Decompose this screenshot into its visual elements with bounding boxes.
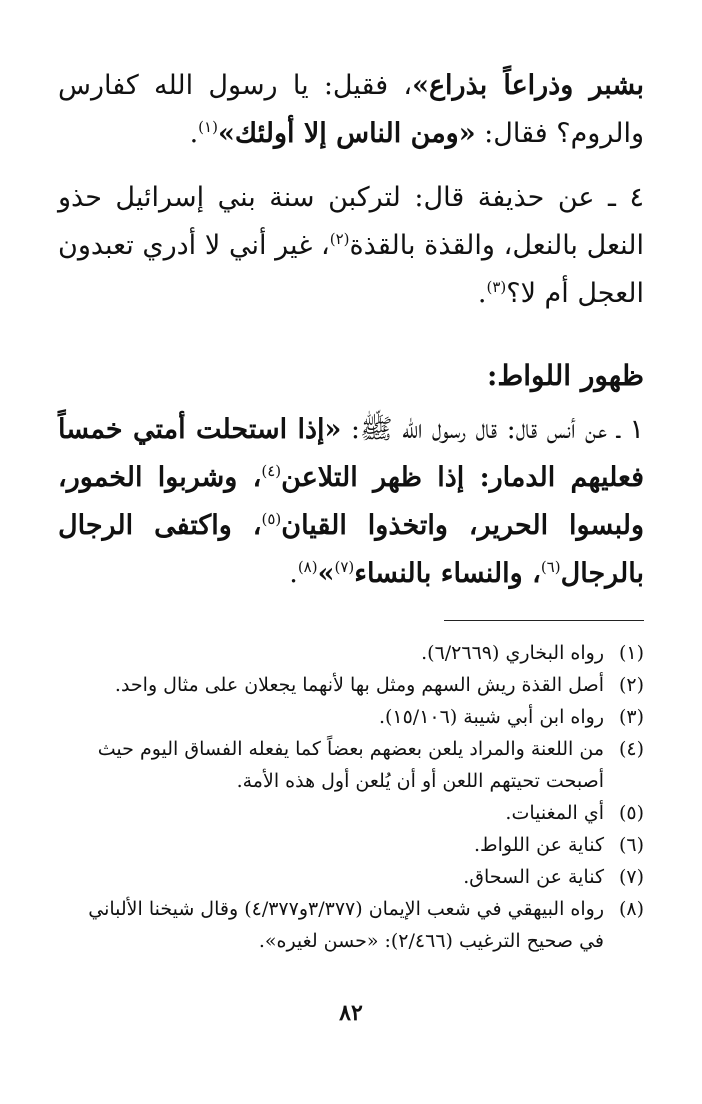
- footnote-item: [58, 701, 644, 733]
- footnote-ref-6[interactable]: (٦): [540, 558, 561, 576]
- footnote-item: [58, 861, 644, 893]
- bold-phrase: بشبر وذراعاً بذراع»: [412, 70, 644, 101]
- paragraph-hadith-continuation: [58, 62, 644, 158]
- punctuation: .: [189, 118, 199, 149]
- footnote-text: رواه البيهقي في شعب الإيمان (٣/٣٧٧و٤/٣٧٧) وقال شيخنا الألباني في صحيح الترغيب (٢/٤٦٦): «حسن لغيره».: [88, 898, 604, 952]
- footnote-number: (٣): [618, 706, 644, 728]
- footnote-ref-5[interactable]: (٥): [261, 510, 282, 528]
- footnote-item: [58, 829, 644, 861]
- footnote-text: كناية عن السحاق.: [463, 866, 604, 888]
- footnote-item: [58, 637, 644, 669]
- footnote-divider: [444, 620, 644, 621]
- footnote-text: أي المغنيات.: [505, 802, 604, 824]
- hadith-quote: «ومن الناس إلا أولئك»: [217, 118, 476, 149]
- footnote-text: أصل القذة ريش السهم ومثل بها لأنهما يجعلان على مثال واحد.: [114, 674, 604, 696]
- punctuation: .: [289, 558, 298, 589]
- hadith-quote: «إذا استحلت أمتي خمساً فعليهم الدمار: إذا ظهر التلاعن: [58, 414, 644, 493]
- hadith-quote: ، وشربوا الخمور، ولبسوا الحرير، واتخذوا القيان: [58, 462, 644, 541]
- footnote-number: (٧): [618, 866, 644, 888]
- body-text: ١ ـ عن أنس قال: قال رسول الله ﷺ:: [341, 414, 645, 445]
- section-title: ظهور اللواط:: [487, 359, 644, 392]
- footnote-ref-2[interactable]: (٢): [329, 230, 350, 248]
- punctuation: .: [477, 278, 487, 309]
- footnote-number: (٤): [618, 738, 644, 760]
- footnote-item: [58, 669, 644, 701]
- footnote-number: (٥): [618, 802, 644, 824]
- hadith-quote: »: [317, 558, 335, 589]
- footnote-item: [58, 797, 644, 829]
- footnote-ref-7[interactable]: (٧): [334, 558, 355, 576]
- spacer: [58, 318, 644, 354]
- hadith-quote: ، والنساء بالنساء: [354, 558, 541, 589]
- footnote-text: رواه ابن أبي شيبة (١٥/١٠٦).: [378, 706, 604, 728]
- paragraph-hudhayfah: [58, 174, 644, 318]
- footnote-text: كناية عن اللواط.: [474, 834, 604, 856]
- footnote-ref-1[interactable]: (١): [198, 118, 218, 136]
- footnote-ref-8[interactable]: (٨): [297, 558, 318, 576]
- footnote-number: (٨): [618, 898, 644, 920]
- footnote-item: [58, 733, 644, 797]
- paragraph-anas: [58, 406, 644, 598]
- footnote-text: من اللعنة والمراد يلعن بعضهم بعضاً كما يفعله الفساق اليوم حيث أصبحت تحيتهم اللعن أو أن يُلعن أول هذه الأمة.: [97, 738, 604, 792]
- body-text: ، غير أني لا أدري تعبدون العجل أم لا؟: [58, 230, 644, 309]
- body-text: ٤ ـ عن حذيفة قال: لتركبن سنة بني إسرائيل حذو النعل بالنعل، والقذة بالقذة: [58, 182, 644, 261]
- hadith-quote: ، واكتفى الرجال بالرجال: [58, 510, 644, 589]
- spacer: [58, 158, 644, 174]
- footnotes-list: [58, 637, 644, 957]
- footnote-ref-3[interactable]: (٣): [486, 278, 507, 296]
- page-number: ٨٢: [339, 1000, 363, 1026]
- footnote-number: (٦): [618, 834, 644, 856]
- footnote-item: [58, 893, 644, 957]
- footnote-text: رواه البخاري (٦/٢٦٦٩).: [421, 642, 604, 664]
- footnote-number: (١): [618, 642, 644, 664]
- footnote-number: (٢): [618, 674, 644, 696]
- body-text: ، فقيل: يا رسول الله كفارس والروم؟ فقال:: [58, 70, 644, 149]
- footnote-ref-4[interactable]: (٤): [261, 462, 282, 480]
